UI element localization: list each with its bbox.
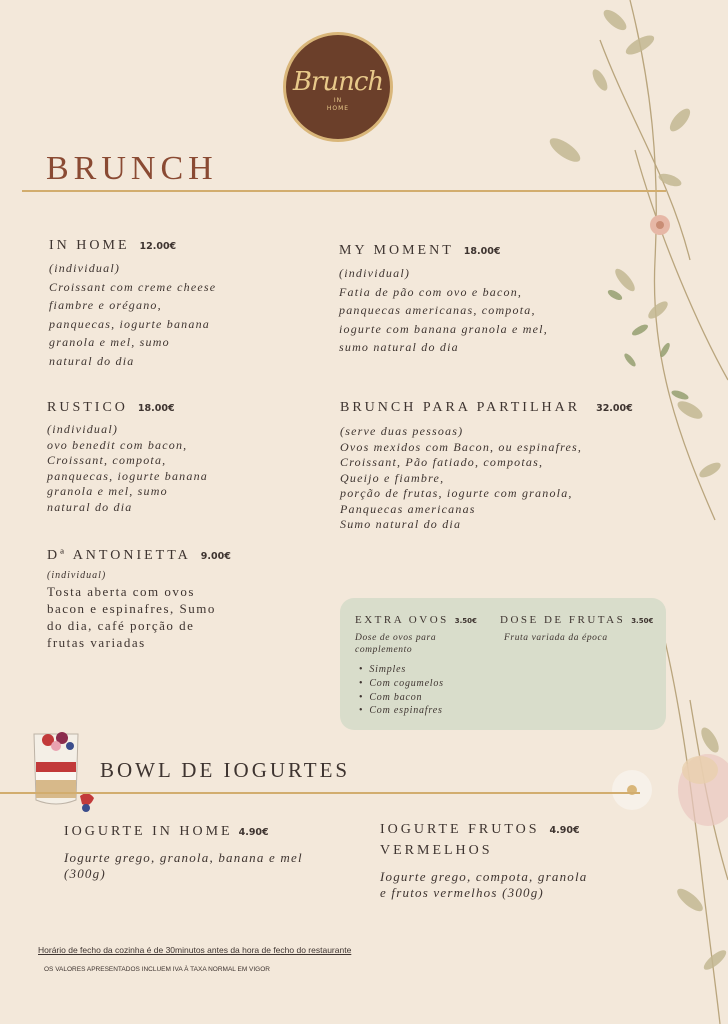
logo-script-text: Brunch — [292, 67, 384, 97]
yogurt-cup-icon — [26, 722, 102, 818]
menu-item-brunch-para-partilhar — [340, 400, 650, 533]
item-title: Dª ANTONIETTA 9.00€ — [47, 548, 231, 563]
item-description: Tosta aberta com ovos bacon e espinafres, Sumo do dia, café porção de frutas variadas — [47, 584, 216, 650]
extra-description: Fruta variada da época — [504, 633, 608, 643]
item-title: IOGURTE IN HOME 4.90€ — [64, 824, 269, 839]
item-description: (serve duas pessoas) Ovos mexidos com Bacon, ou espinafres, Croissant, Pão fatiado, compotas, Queijo e fiambre, porção de frutas, iogurte com granola, Panquecas americanas Sumo natural do dia — [340, 424, 583, 531]
item-price: 18.00€ — [137, 403, 175, 414]
item-price: 9.00€ — [200, 551, 231, 562]
logo-subtext-line2: HOME — [326, 105, 350, 112]
extra-price: 3.50€ — [454, 617, 477, 625]
kitchen-hours-note: Horário de fecho da cozinha é de 30minutos antes da hora de fecho do restaurante — [38, 945, 352, 955]
list-item: • Com cogumelos — [359, 677, 477, 691]
menu-item-my-moment — [339, 243, 619, 357]
item-title-line2: VERMELHOS — [380, 843, 493, 858]
item-price: 4.90€ — [238, 827, 269, 838]
item-title: BRUNCH PARA PARTILHAR 32.00€ — [340, 400, 633, 415]
item-price: 12.00€ — [139, 241, 177, 252]
extra-options-list — [359, 663, 477, 718]
item-description: (individual) Fatia de pão com ovo e bacon, panquecas americanas, compota, iogurte com banana granola e mel, sumo natural do dia — [339, 266, 548, 354]
list-item: • Com espinafres — [359, 704, 477, 718]
item-description: (individual) ovo benedit com bacon, Croissant, compota, panquecas, iogurte banana granola e mel, sumo natural do dia — [47, 422, 208, 514]
list-item: • Simples — [359, 663, 477, 677]
item-description: Iogurte grego, granola, banana e mel (300g) — [64, 850, 303, 881]
extra-frutas — [500, 614, 653, 644]
menu-item-iogurte-frutos-vermelhos — [380, 822, 620, 901]
item-note: (individual) — [47, 570, 107, 581]
extra-title: DOSE DE FRUTAS 3.50€ — [500, 614, 654, 626]
vat-note: OS VALORES APRESENTADOS INCLUEM IVA À TAXA NORMAL EM VIGOR — [44, 966, 270, 973]
section-divider — [0, 792, 640, 794]
item-price: 4.90€ — [549, 825, 580, 836]
logo-subtext-line1: IN — [333, 97, 343, 104]
section-title-brunch: BRUNCH — [46, 150, 218, 187]
extra-ovos — [355, 614, 477, 718]
list-item: • Com bacon — [359, 691, 477, 705]
menu-item-antonietta — [47, 548, 287, 651]
item-title: MY MOMENT 18.00€ — [339, 243, 501, 258]
extras-box — [340, 598, 666, 730]
brand-logo — [283, 32, 393, 142]
extra-description: Dose de ovos para complemento — [355, 633, 437, 655]
item-title: IOGURTE FRUTOS 4.90€ — [380, 822, 580, 837]
menu-item-rustico — [47, 400, 287, 515]
extra-title: EXTRA OVOS 3.50€ — [355, 614, 477, 626]
item-description: (individual) Croissant com creme cheese fiambre e orégano, panquecas, iogurte banana granola e mel, sumo natural do dia — [49, 261, 217, 368]
item-price: 18.00€ — [463, 246, 501, 257]
extra-price: 3.50€ — [631, 617, 654, 625]
section-divider — [22, 190, 666, 192]
menu-item-in-home — [49, 238, 289, 370]
item-price: 32.00€ — [596, 403, 633, 414]
item-description: Iogurte grego, compota, granola e frutos vermelhos (300g) — [380, 869, 588, 900]
item-title: IN HOME 12.00€ — [49, 238, 177, 253]
section-title-bowl-de-iogurtes: BOWL DE IOGURTES — [100, 758, 351, 782]
menu-item-iogurte-in-home — [64, 824, 354, 882]
item-title: RUSTICO 18.00€ — [47, 400, 175, 415]
